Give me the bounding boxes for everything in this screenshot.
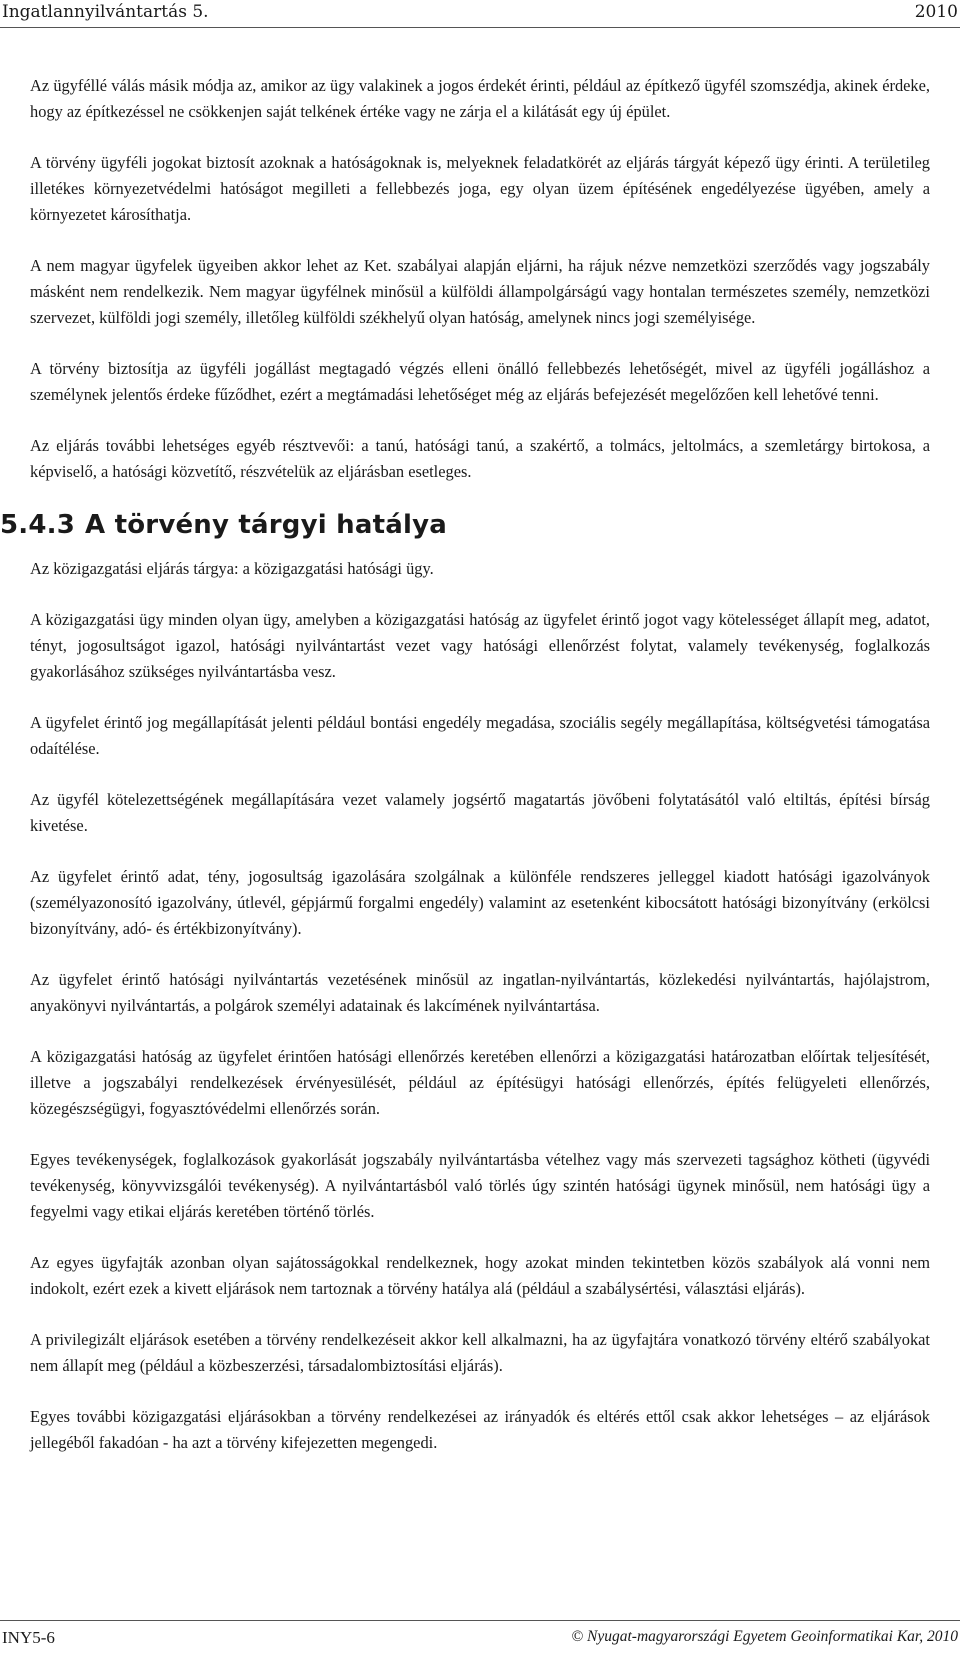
section-number: 5.4.3	[0, 510, 76, 540]
running-year: 2010	[914, 2, 958, 22]
paragraph: Az egyes ügyfajták azonban olyan sajátosságokkal rendelkeznek, hogy azokat minden tekintetben közös szabályok alá vonni nem indokolt, ezért ezek a kivett eljárások nem tartoznak a törvény hatálya alá (például a szabálysértési, választási eljárás).	[30, 1253, 930, 1298]
paragraph: A nem magyar ügyfelek ügyeiben akkor lehet az Ket. szabályai alapján eljárni, ha rájuk nézve nemzetközi szerződés vagy jogszabály másként nem rendelkezik. Nem magyar ügyfélnek minősül a külföldi állampolgárságú vagy hontalan természetes személy, nemzetközi szervezet, külföldi jogi személy, illetőleg külföldi székhelyű olyan hatóság, amelynek nincs jogi személyisége.	[30, 256, 930, 327]
section-title: A törvény tárgyi hatálya	[85, 510, 447, 540]
paragraph: Egyes további közigazgatási eljárásokban a törvény rendelkezései az irányadók és eltérés ettől csak akkor lehetséges – az eljárások jellegéből fakadóan - ha azt a törvény kifejezetten megengedi.	[30, 1407, 930, 1452]
paragraph: A törvény ügyféli jogokat biztosít azoknak a hatóságoknak is, melyeknek feladatkörét az eljárás tárgyát képező ügy érinti. A területileg illetékes környezetvédelmi hatóságot megilleti a fellebbezés joga, egy olyan üzem építésének engedélyezése ügyében, amely a környezetet károsíthatja.	[30, 153, 930, 224]
running-title: Ingatlannyilvántartás 5.	[2, 2, 209, 22]
page-footer	[0, 1626, 960, 1656]
header-divider	[0, 27, 960, 28]
paragraph: Az eljárás további lehetséges egyéb résztvevői: a tanú, hatósági tanú, a szakértő, a tolmács, jeltolmács, a szemletárgy birtokosa, a képviselő, a hatósági közvetítő, részvételük az eljárásban esetleges.	[30, 436, 930, 481]
paragraph: Az ügyfél kötelezettségének megállapítására vezet valamely jogsértő magatartás jövőbeni folytatásától való eltiltás, építési bírság kivetése.	[30, 790, 930, 835]
page-number: INY5-6	[2, 1628, 55, 1647]
section-heading	[0, 510, 930, 540]
paragraph: A törvény biztosítja az ügyféli jogállást megtagadó végzés elleni önálló fellebbezés lehetőségét, mivel az ügyféli jogálláshoz a személynek jelentős érdeke fűződhet, ezért a megtámadási lehetőséget még az eljárás befejezését megelőzően kell lehetővé tenni.	[30, 359, 930, 404]
page-content	[0, 73, 930, 1481]
paragraph: A privilegizált eljárások esetében a törvény rendelkezéseit akkor kell alkalmazni, ha az ügyfajtára vonatkozó törvény eltérő szabályokat nem állapít meg (például a közbeszerzési, társadalombiztosítási eljárás).	[30, 1330, 930, 1375]
paragraph: Egyes tevékenységek, foglalkozások gyakorlását jogszabály nyilvántartásba vételhez vagy más szervezeti tagsághoz kötheti (ügyvédi tevékenység, könyvvizsgálói tevékenység). A nyilvántartásból való törlés úgy szintén hatósági ügynek minősül, nem hatósági ügy a fegyelmi vagy etikai eljárás keretében történő törlés.	[30, 1150, 930, 1221]
paragraph: A ügyfelet érintő jog megállapítását jelenti például bontási engedély megadása, szociális segély megállapítása, költségvetési támogatása odaítélése.	[30, 713, 930, 758]
copyright-notice: © Nyugat-magyarországi Egyetem Geoinformatikai Kar, 2010	[571, 1628, 958, 1645]
paragraph: Az ügyféllé válás másik módja az, amikor az ügy valakinek a jogos érdekét érinti, például az építkező ügyfél szomszédja, akinek érdeke, hogy az építkezéssel ne csökkenjen saját telkének értéke vagy ne zárja el a kilátását egy új épület.	[30, 76, 930, 121]
paragraph: A közigazgatási ügy minden olyan ügy, amelyben a közigazgatási hatóság az ügyfelet érintő jogot vagy kötelességet állapít meg, adatot, tényt, jogosultságot igazol, hatósági nyilvántartást vezet vagy hatósági ellenőrzést folytat, valamely tevékenység, foglalkozás gyakorlásához szükséges nyilvántartásba vesz.	[30, 610, 930, 681]
paragraph: Az ügyfelet érintő hatósági nyilvántartás vezetésének minősül az ingatlan-nyilvántartás, közlekedési nyilvántartás, hajólajstrom, anyakönyvi nyilvántartás, a polgárok személyi adatainak és lakcímének nyilvántartása.	[30, 970, 930, 1015]
paragraph: Az ügyfelet érintő adat, tény, jogosultság igazolására szolgálnak a különféle rendszeres jelleggel kiadott hatósági igazolványok (személyazonosító igazolvány, útlevél, gépjármű forgalmi engedély) valamint az esetenként kibocsátott hatósági bizonyítvány (erkölcsi bizonyítvány, adó- és értékbizonyítvány).	[30, 867, 930, 938]
footer-divider	[0, 1620, 960, 1621]
paragraph: A közigazgatási hatóság az ügyfelet érintően hatósági ellenőrzés keretében ellenőrzi a közigazgatási határozatban előírtak teljesítését, illetve a jogszabályi rendelkezések érvényesülését, például az építésügyi hatósági ellenőrzés, építés felügyeleti ellenőrzés, közegészségügyi, fogyasztóvédelmi ellenőrzés során.	[30, 1047, 930, 1118]
paragraph: Az közigazgatási eljárás tárgya: a közigazgatási hatósági ügy.	[30, 559, 434, 578]
page-header	[0, 0, 960, 34]
